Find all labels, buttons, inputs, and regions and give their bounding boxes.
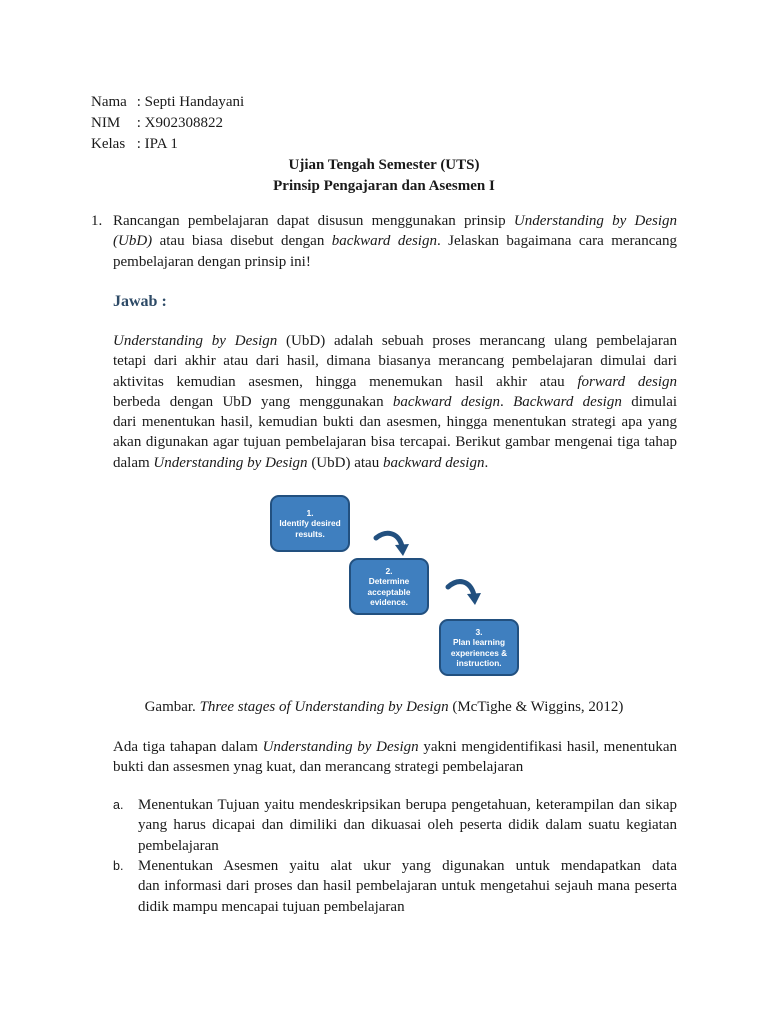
nim-label: NIM	[91, 115, 121, 131]
exam-title: Ujian Tengah Semester (UTS)	[288, 157, 480, 173]
question-text: Rancangan pembelajaran dapat disusun menggunakan prinsip Understanding by Design (UbD) atau biasa disebut dengan backward design. Jelaskan bagaimana cara merancang pembelajaran dengan prinsip ini!	[113, 213, 678, 270]
answer-paragraph: Understanding by Design (UbD) adalah sebuah proses merancang ulang pembelajaran tetapi dari akhir atau dari hasil, dimana biasanya merancang pembelajaran dimulai dari aktivitas kemudian asesmen, hingga menemukan hasil akhir atau forward design berbeda dengan UbD yang menggunakan backward design. Backward design dimulai dari menentukan hasil, kemudian bukti dan asesmen, hingga menentukan strategi apa yang akan digunakan agar tujuan pembelajaran bisa tercapai. Berikut gambar mengenai tiga tahap dalam Understanding by Design (UbD) atau backward design.	[113, 333, 678, 471]
nama-value: : Septi Handayani	[136, 94, 245, 110]
list-item: Menentukan Tujuan yaitu mendeskripsikan berupa pengetahuan, keterampilan dan sikap yang harus dicapai dan dimiliki dan dikuasai oleh peserta didik dalam suatu kegiatan pembelajaran	[138, 797, 677, 854]
curved-arrow-icon	[444, 577, 484, 609]
course-title: Prinsip Pengajaran dan Asesmen I	[273, 178, 495, 194]
stage-3-box	[439, 619, 519, 676]
stage-2-line1: Determine	[368, 576, 410, 586]
stage-2-number: 2.	[385, 565, 393, 576]
stage-2-line3: evidence.	[370, 597, 408, 607]
summary-paragraph: Ada tiga tahapan dalam Understanding by Design yakni mengidentifikasi hasil, menentukan bukti dan assesmen ynag kuat, dan merancang strategi pembelajaran	[113, 739, 677, 776]
nim-value: : X902308822	[136, 115, 223, 131]
figure-caption: Gambar. Three stages of Understanding by Design (McTighe & Wiggins, 2012)	[144, 699, 624, 715]
stage-3-line2: experiences &	[450, 647, 508, 658]
ubd-stages-diagram	[262, 490, 518, 680]
list-marker: a.	[113, 798, 124, 812]
stage-1-line2: results.	[295, 528, 325, 539]
stage-3-number: 3.	[475, 626, 483, 637]
stage-1-number: 1.	[306, 507, 314, 518]
list-item: Menentukan Asesmen yaitu alat ukur yang digunakan untuk mendapatkan data dan informasi dari proses dan hasil pembelajaran untuk mengetahui sejauh mana peserta didik mampu mencapai tujuan pembelajaran	[138, 858, 677, 915]
stage-2-line2: acceptable	[367, 586, 411, 597]
kelas-label: Kelas	[91, 136, 126, 152]
stage-1-line1: Identify desired	[279, 518, 341, 529]
kelas-value: : IPA 1	[136, 136, 178, 152]
curved-arrow-icon	[372, 530, 412, 560]
list-marker: b.	[113, 859, 124, 873]
kelas-row	[91, 134, 178, 154]
answer-heading: Jawab :	[113, 293, 167, 310]
stage-2-box	[349, 558, 429, 615]
stage-1-box	[270, 495, 350, 552]
question-number: 1.	[91, 213, 103, 229]
nim-row	[91, 113, 223, 133]
stage-3-line3: instruction.	[456, 658, 502, 668]
nama-label: Nama	[91, 94, 127, 110]
stage-3-line1: Plan learning	[452, 637, 506, 647]
nama-row	[91, 92, 244, 112]
